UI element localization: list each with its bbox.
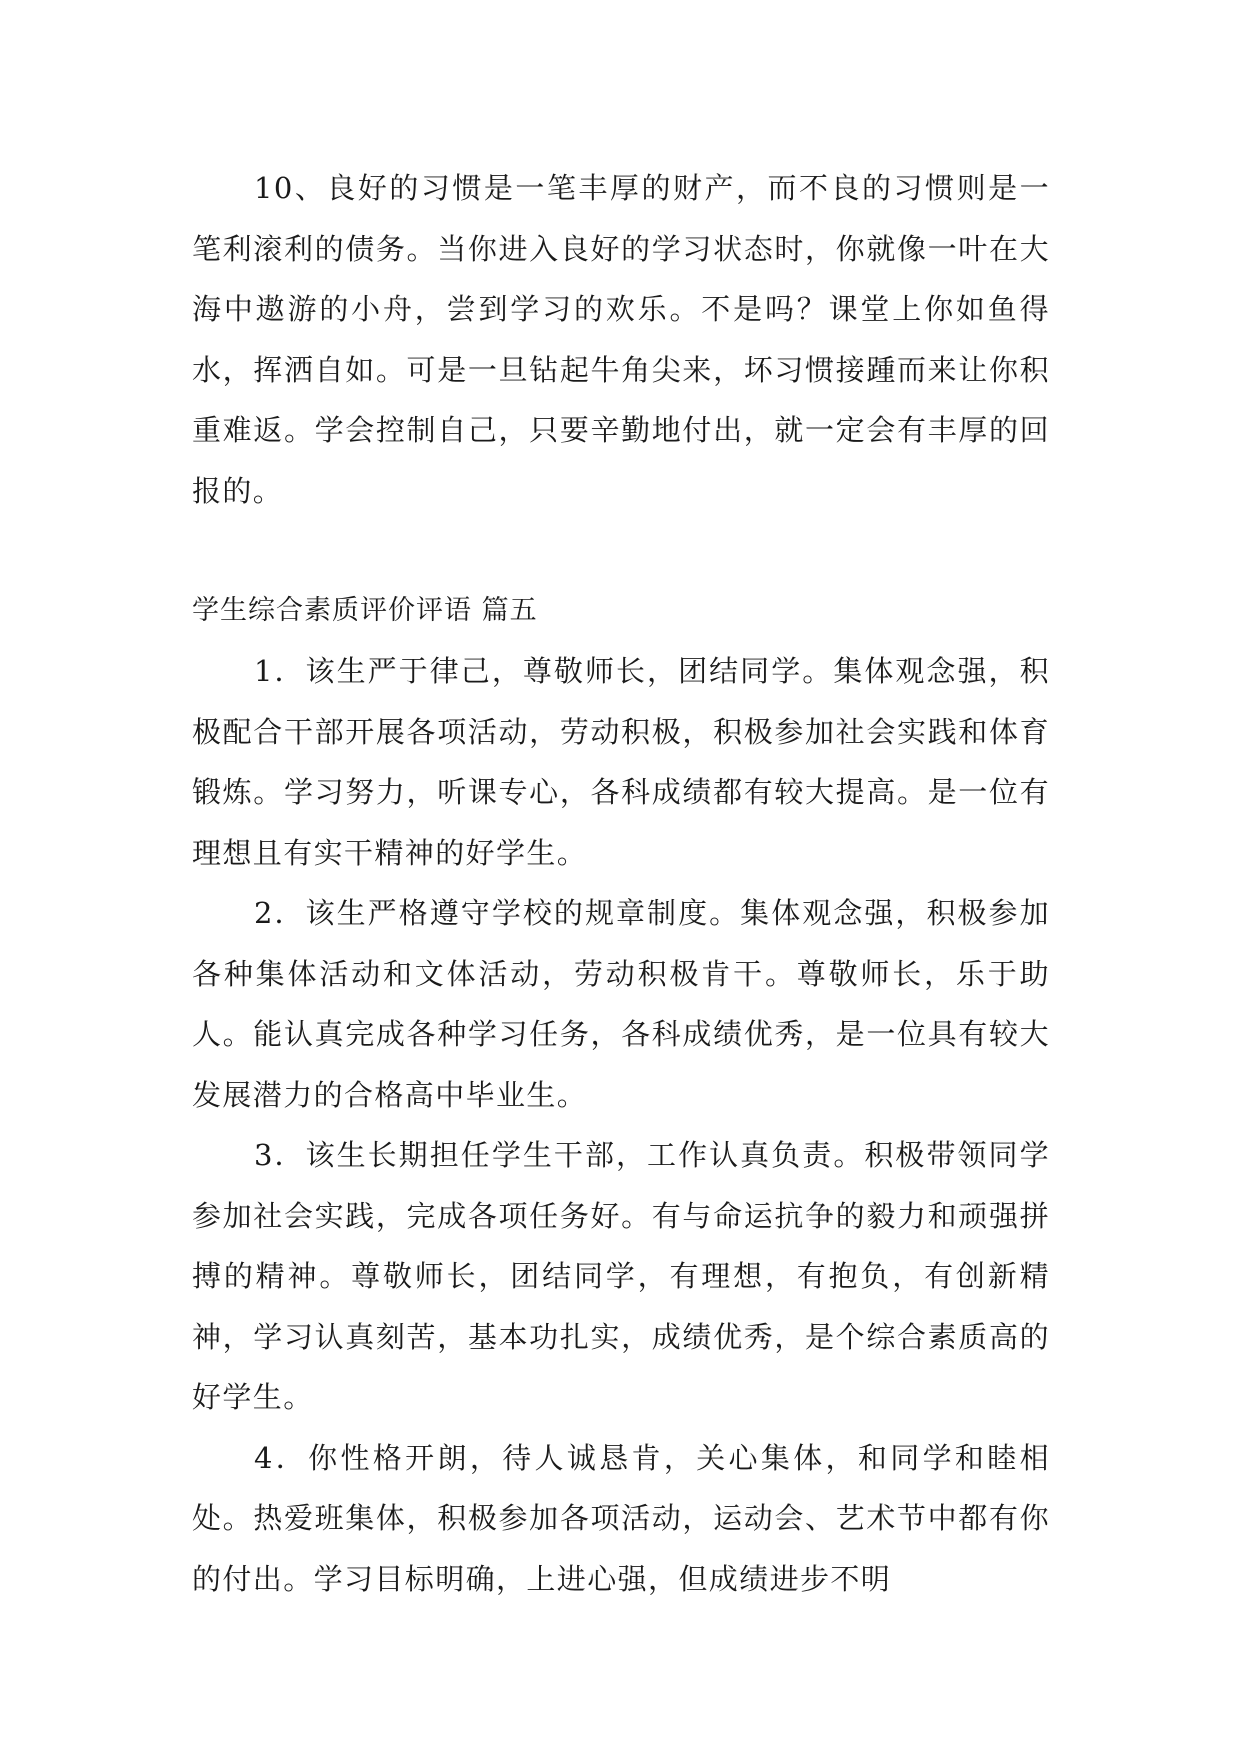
document-page [192, 158, 1050, 1609]
comment-item-3: 3．该生长期担任学生干部，工作认真负责。积极带领同学参加社会实践，完成各项任务好。有与命运抗争的毅力和顽强拼搏的精神。尊敬师长，团结同学，有理想，有抱负，有创新精神，学习认真刻苦，基本功扎实，成绩优秀，是个综合素质高的好学生。 [192, 1138, 1050, 1414]
section-title: 学生综合素质评价评语 篇五 [192, 595, 538, 626]
comment-item-4: 4．你性格开朗，待人诚恳肯，关心集体，和同学和睦相处。热爱班集体，积极参加各项活动，运动会、艺术节中都有你的付出。学习目标明确，上进心强，但成绩进步不明 [192, 1440, 1050, 1596]
intro-paragraph: 10、良好的习惯是一笔丰厚的财产，而不良的习惯则是一笔利滚利的债务。当你进入良好的学习状态时，你就像一叶在大海中遨游的小舟，尝到学习的欢乐。不是吗？课堂上你如鱼得水，挥洒自如。可是一旦钻起牛角尖来，坏习惯接踵而来让你积重难返。学会控制自己，只要辛勤地付出，就一定会有丰厚的回报的。 [192, 171, 1050, 508]
comment-item-1: 1．该生严于律己，尊敬师长，团结同学。集体观念强，积极配合干部开展各项活动，劳动积极，积极参加社会实践和体育锻炼。学习努力，听课专心，各科成绩都有较大提高。是一位有理想且有实干精神的好学生。 [192, 654, 1050, 870]
comment-item-2: 2．该生严格遵守学校的规章制度。集体观念强，积极参加各种集体活动和文体活动，劳动积极肯干。尊敬师长，乐于助人。能认真完成各种学习任务，各科成绩优秀，是一位具有较大发展潜力的合格高中毕业生。 [192, 896, 1050, 1112]
section-spacer [192, 521, 1050, 581]
